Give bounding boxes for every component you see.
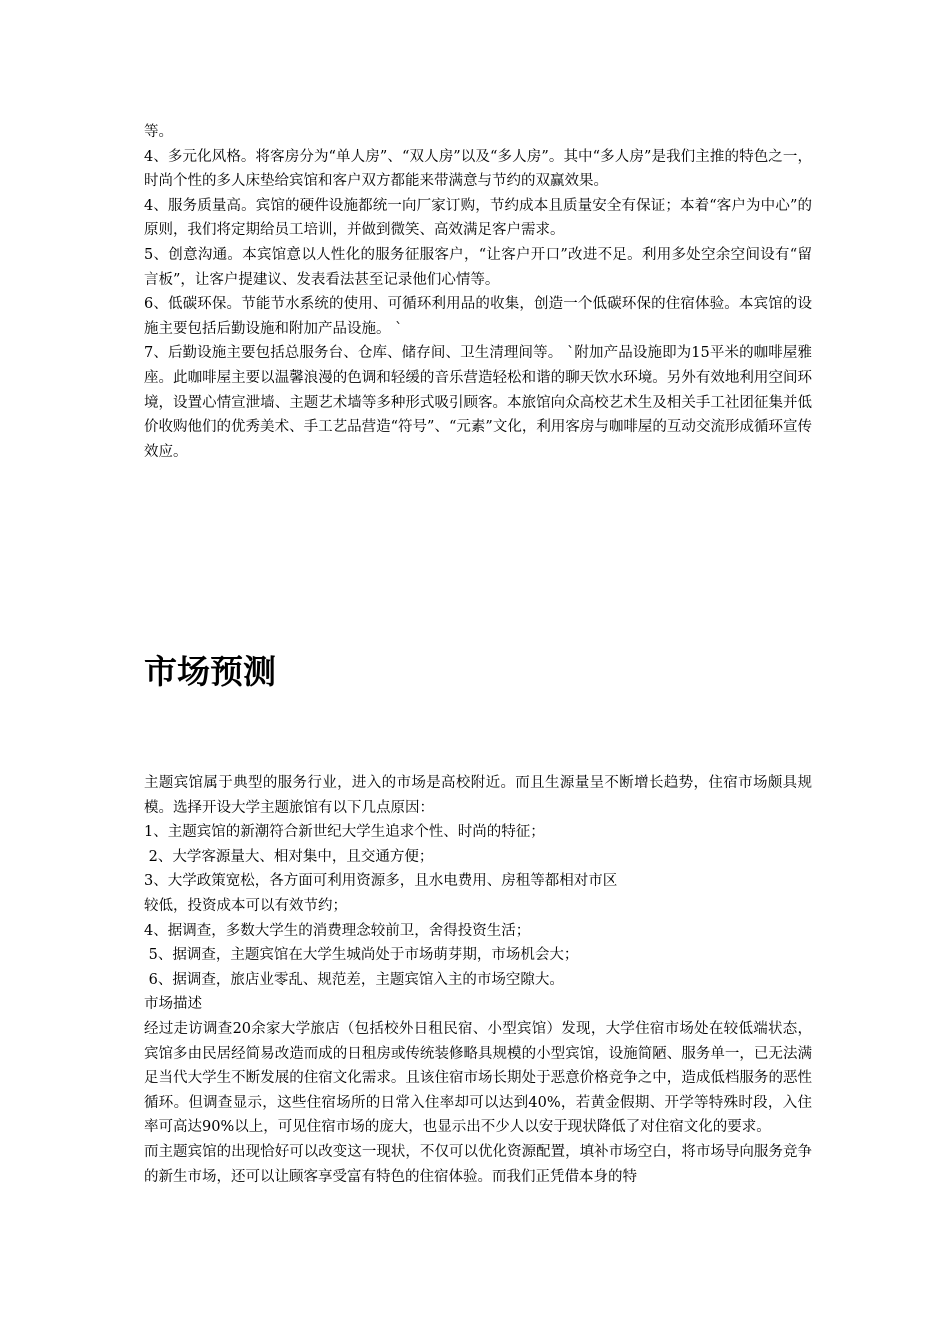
- list-item: 5、据调查，主题宾馆在大学生城尚处于市场萌芽期，市场机会大；: [144, 947, 579, 964]
- list-item: 4、据调查，多数大学生的消费理念较前卫，舍得投资生活；: [144, 922, 531, 939]
- paragraph: 4、多元化风格。将客房分为“单人房”、“双人房”以及“多人房”。其中“多人房”是我们主推的特色之一，时尚个性的多人床垫给宾馆和客户双方都能来带满意与节约的双赢效果。: [144, 148, 812, 190]
- list-item: 1、主题宾馆的新潮符合新世纪大学生追求个性、时尚的特征；: [144, 824, 545, 841]
- paragraph: 经过走访调查20余家大学旅店（包括校外日租民宿、小型宾馆）发现，大学住宿市场处在较低端状态，宾馆多由民居经简易改造而成的日租房或传统装修略具规模的小型宾馆，设施简陋、服务单一，已无法满足当代大学生不断发展的住宿文化需求。且该住宿市场长期处于恶意价格竞争之中，造成低档服务的恶性循环。但调查显示，这些住宿场所的日常入住率却可以达到40%，若黄金假期、开学等特殊时段，入住率可高达90%以上，可见住宿市场的庞大，也显示出不少人以安于现状降低了对住宿文化的要求。: [144, 1020, 812, 1136]
- body-text-section-2: [144, 771, 812, 1189]
- paragraph: 而主题宾馆的出现恰好可以改变这一现状，不仅可以优化资源配置，填补市场空白，将市场导向服务竞争的新生市场，还可以让顾客享受富有特色的住宿体验。而我们正凭借本身的特: [144, 1143, 812, 1185]
- list-item: 3、大学政策宽松，各方面可利用资源多，且水电费用、房租等都相对市区: [144, 873, 618, 890]
- body-text-section-1: [144, 120, 812, 464]
- list-item: 6、据调查，旅店业零乱、规范差，主题宾馆入主的市场空隙大。: [144, 971, 564, 988]
- subheading: 市场描述: [144, 996, 202, 1013]
- paragraph: 6、低碳环保。节能节水系统的使用、可循环利用品的收集，创造一个低碳环保的住宿体验。本宾馆的设施主要包括后勤设施和附加产品设施。 `: [144, 296, 812, 337]
- paragraph: 主题宾馆属于典型的服务行业，进入的市场是高校附近。而且生源量呈不断增长趋势，住宿市场颇具规模。选择开设大学主题旅馆有以下几点原因：: [144, 775, 812, 816]
- paragraph: 较低，投资成本可以有效节约；: [144, 897, 347, 914]
- list-item: 2、大学客源量大、相对集中，且交通方便；: [144, 848, 434, 865]
- paragraph: 5、创意沟通。本宾馆意以人性化的服务征服客户，“让客户开口”改进不足。利用多处空余空间设有“留言板”，让客户提建议、发表看法甚至记录他们心情等。: [144, 246, 812, 288]
- paragraph: 4、服务质量高。宾馆的硬件设施都统一向厂家订购，节约成本且质量安全有保证；本着“客户为中心”的原则，我们将定期给员工培训，并做到微笑、高效满足客户需求。: [144, 197, 812, 239]
- paragraph: 7、后勤设施主要包括总服务台、仓库、储存间、卫生清理间等。 `附加产品设施即为15平米的咖啡屋雅座。此咖啡屋主要以温馨浪漫的色调和轻缓的音乐营造轻松和谐的聊天饮水环境。另外有效地利用空间环境，设置心情宣泄墙、主题艺术墙等多种形式吸引顾客。本旅馆向众高校艺术生及相关手工社团征集并低价收购他们的优秀美术、手工艺品营造“符号”、“元素”文化，利用客房与咖啡屋的互动交流形成循环宣传效应。: [144, 345, 812, 460]
- section-heading: 市场预测: [144, 652, 276, 691]
- paragraph: 等。: [144, 124, 173, 140]
